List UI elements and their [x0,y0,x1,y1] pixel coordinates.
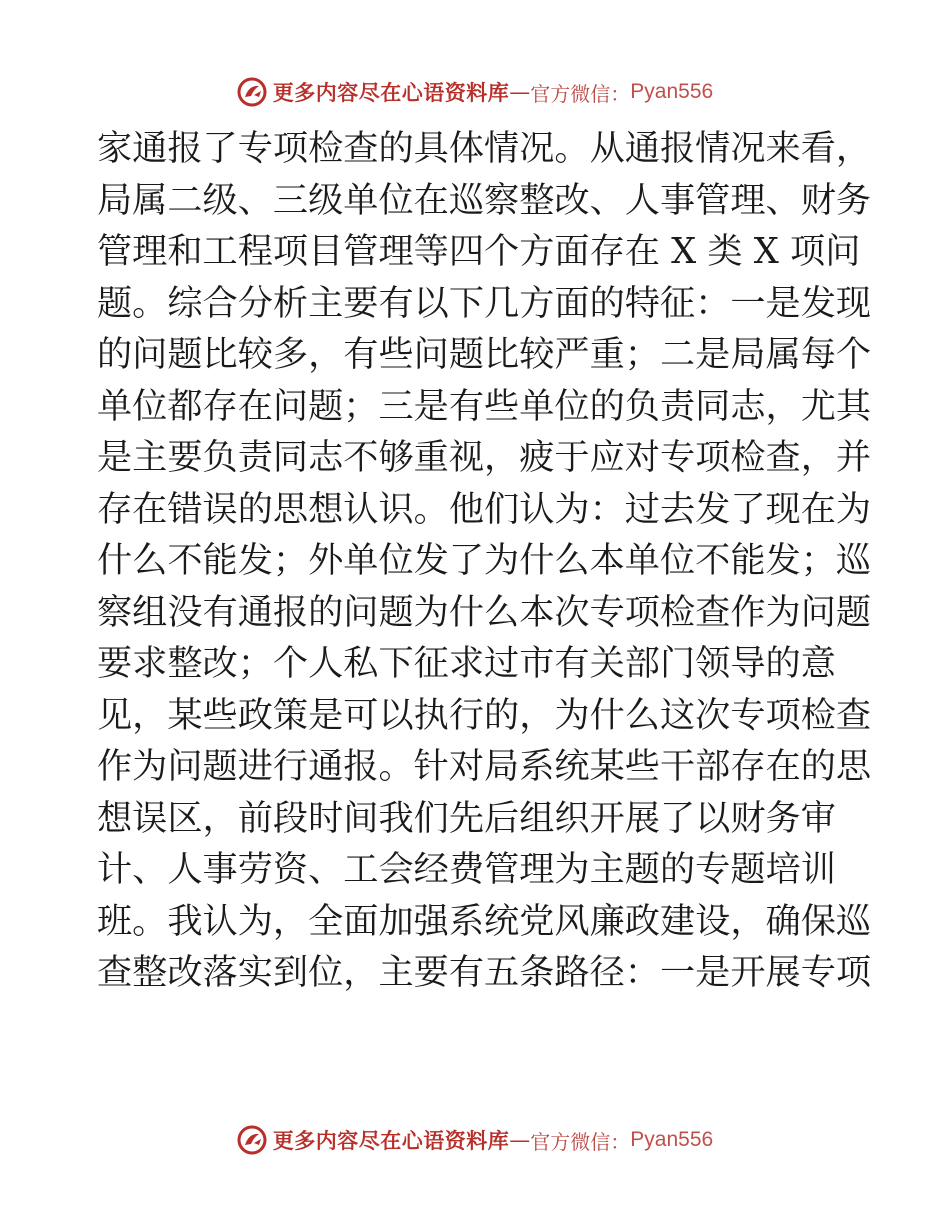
red-circular-seal-icon [237,77,267,107]
body-line: 单位都存在问题；三是有些单位的负责同志，尤其 [97,385,872,427]
watermark-wechat-id: Pyan556 [630,1128,714,1151]
footer-watermark [0,1120,950,1160]
watermark-separator: — [509,1128,531,1152]
watermark-text: 更多内容尽在心语资料库 [272,1129,510,1153]
body-line: 局属二级、三级单位在巡察整改、人事管理、财务 [97,179,872,221]
body-line: 存在错误的思想认识。他们认为：过去发了现在为 [97,488,872,530]
body-line: 计、人事劳资、工会经费管理为主题的专题培训 [97,849,836,890]
body-paragraph [97,123,872,999]
body-line: 什么不能发；外单位发了为什么本单位不能发；巡 [97,540,872,581]
body-line: 家通报了专项检查的具体情况。从通报情况来看， [97,128,872,169]
body-line: 的问题比较多，有些问题比较严重；二是局属每个 [97,334,872,375]
watermark-wechat-label: 官方微信： [530,1129,631,1154]
body-line: 是主要负责同志不够重视，疲于应对专项检查，并 [97,437,872,478]
watermark-wechat-id: Pyan556 [630,80,714,103]
watermark-wechat-label: 官方微信： [530,81,631,106]
header-watermark [0,72,950,112]
body-line: 作为问题进行通报。针对局系统某些干部存在的思 [97,746,872,787]
body-line: 见，某些政策是可以执行的，为什么这次专项检查 [97,694,872,736]
body-line: 管理和工程项目管理等四个方面存在 X 类 X 项问 [97,231,861,272]
body-line: 想误区，前段时间我们先后组织开展了以财务审 [97,797,836,839]
watermark-separator: — [509,80,531,104]
body-line: 题。综合分析主要有以下几方面的特征：一是发现 [97,282,872,324]
body-line: 班。我认为，全面加强系统党风廉政建设，确保巡 [97,900,872,942]
red-circular-seal-icon [237,1125,267,1155]
body-line: 察组没有通报的问题为什么本次专项检查作为问题 [97,591,872,633]
watermark-text: 更多内容尽在心语资料库 [272,81,510,105]
body-line: 查整改落实到位，主要有五条路径：一是开展专项 [97,952,872,993]
body-line: 要求整改；个人私下征求过市有关部门领导的意 [97,643,836,684]
